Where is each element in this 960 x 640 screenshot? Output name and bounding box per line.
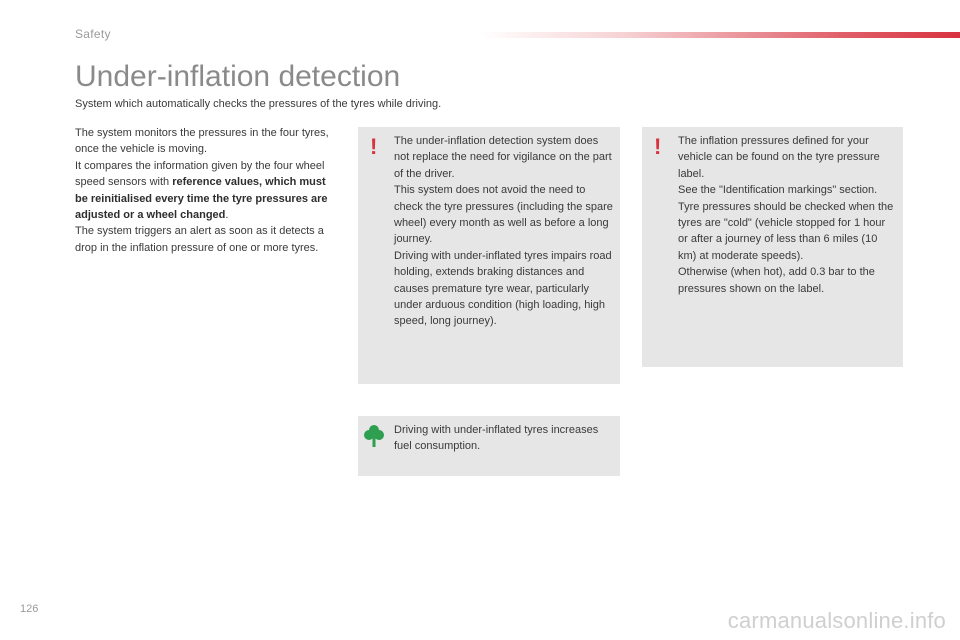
warning-1-line-3: Driving with under-inflated tyres impairs road holding, extends braking distances and causes premature tyre wear, particularly under arduous condition (high loading, high speed, long journey). [394,249,612,328]
warning-2-line-1: The inflation pressures defined for your vehicle can be found on the tyre pressure label. [678,135,880,180]
warning-2-line-2: See the "Identification markings" section. [678,184,878,197]
body-paragraph-2-emphasis: reference values, which must be reinitialised every time the tyre pressures are adjusted or a wheel changed [75,176,328,222]
warning-1-line-1: The under-inflation detection system does not replace the need for vigilance on the part of the driver. [394,135,612,180]
page-title: Under-inflation detection [75,60,401,93]
warning-box-pressures [642,127,903,367]
warning-1-line-2: This system does not avoid the need to check the tyre pressures (including the spare wheel) every month as well as before a long journey. [394,184,613,246]
section-label: Safety [75,27,111,41]
warning-exclamation-icon: ! [654,134,662,159]
warning-2-line-4: Otherwise (when hot), add 0.3 bar to the pressures shown on the label. [678,266,875,295]
warning-exclamation-icon: ! [370,134,378,159]
eco-tree-icon [364,424,384,448]
page-number: 126 [20,603,39,615]
page-subtitle: System which automatically checks the pressures of the tyres while driving. [75,98,442,110]
warning-2-line-3: Tyre pressures should be checked when the tyres are "cold" (vehicle stopped for 1 hour or after a journey of less than 6 miles (10 km) at moderate speeds). [678,200,894,262]
body-paragraph-2-text: It compares the information given by the four wheel speed sensors with [75,159,325,189]
body-paragraph-2 [75,158,335,224]
body-paragraph-1: The system monitors the pressures in the four tyres, once the vehicle is moving. [75,127,329,156]
header-accent-bar [480,32,960,38]
warning-box-vigilance [358,127,620,384]
eco-tip-text: Driving with under-inflated tyres increases fuel consumption. [394,424,599,453]
eco-tip-box [358,416,620,476]
main-body-text [75,125,335,256]
body-paragraph-3: The system triggers an alert as soon as it detects a drop in the inflation pressure of one or more tyres. [75,225,324,254]
site-watermark: carmanualsonline.info [727,608,946,633]
body-paragraph-2-end: . [225,209,229,222]
